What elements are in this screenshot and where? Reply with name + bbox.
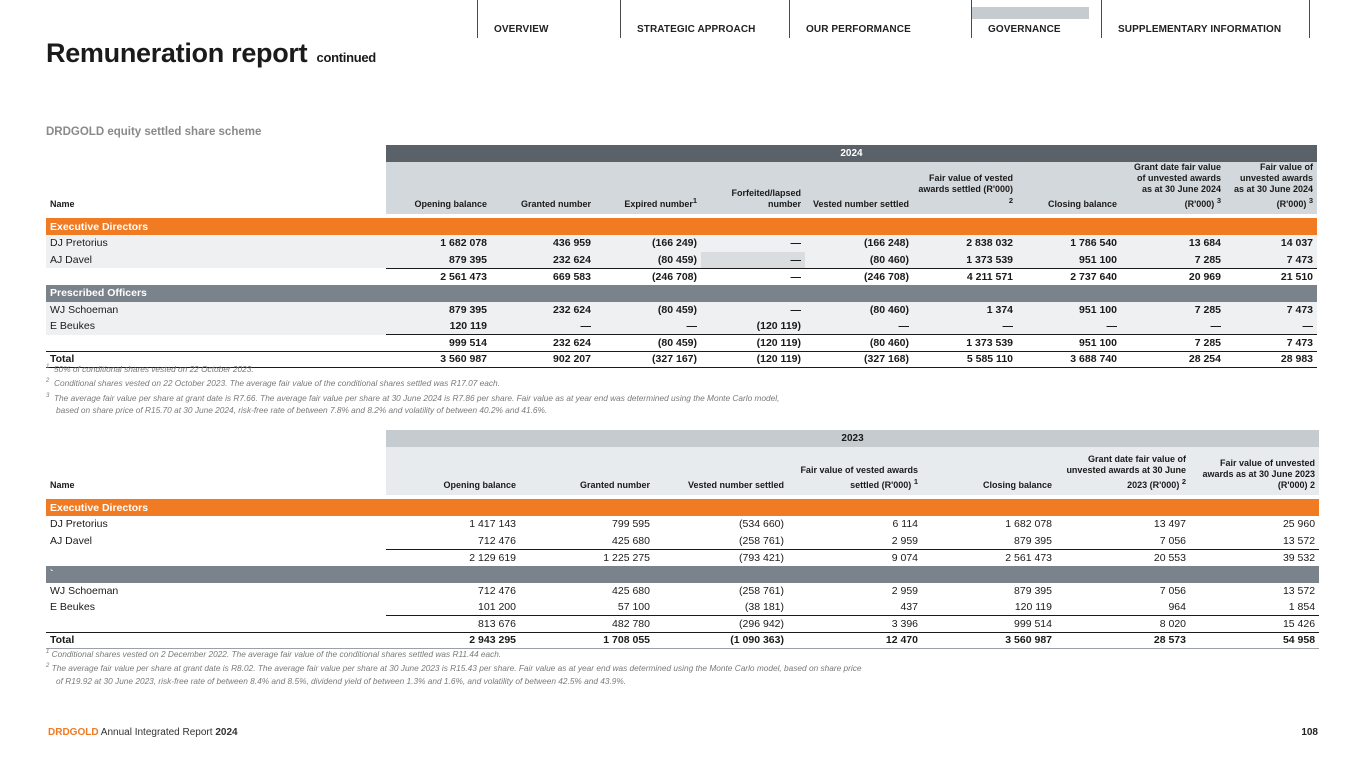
table-row: E Beukes 120 119 — — (120 119) — — — — — (46, 318, 1317, 335)
column-header-row (46, 447, 1319, 495)
footnotes-2023 (46, 646, 1046, 687)
header-opening-balance: Opening balance (386, 447, 520, 495)
table-row: AJ Davel 879 395 232 624 (80 459) — (80 460) 1 373 539 951 100 7 285 7 473 (46, 252, 1317, 269)
header-opening-balance: Opening balance (386, 162, 491, 214)
subtotal-row: 999 514 232 624 (80 459) (120 119) (80 460) 1 373 539 951 100 7 285 7 473 (46, 335, 1317, 352)
total-row: Total 3 560 987 902 207 (327 167) (120 119) (327 168) 5 585 110 3 688 740 28 254 28 983 (46, 351, 1317, 368)
group-band-prescribed-officers: Prescribed Officers (46, 285, 1317, 302)
header-name: Name (46, 162, 386, 214)
table-row: DJ Pretorius 1 417 143 799 595 (534 660) 6 114 1 682 078 13 497 25 960 (50, 518, 1316, 531)
footer-report-name (48, 727, 238, 738)
page-title: Remuneration report continued (46, 38, 376, 68)
footnote: $^1$ 50% of conditional shares vested on 22 October 2023. (46, 363, 254, 374)
top-navigation (477, 0, 1310, 38)
footer-report: Annual Integrated Report (100, 727, 213, 738)
subtotal-row: 813 676 482 780 (296 942) 3 396 999 514 8 020 15 426 (46, 616, 1319, 633)
header-vested-number: Vested number settled (654, 447, 788, 495)
footnote: $^1$ Conditional shares vested on 2 December 2022. The average fair value of the conditional shares settled was R11.44 each. (46, 648, 502, 659)
subtotal-row: 2 129 619 1 225 275 (793 421) 9 074 2 561 473 20 553 39 532 (46, 549, 1319, 566)
year-header-row (46, 145, 1317, 162)
nav-item-overview[interactable]: OVERVIEW (477, 0, 620, 38)
year-label: 2023 (386, 430, 1319, 447)
group-band-prescribed-officers: ` (46, 566, 1319, 583)
table-row: E Beukes 101 200 57 100 (38 181) 437 120 119 964 1 854 (50, 601, 1316, 614)
page-number: 108 (1301, 727, 1318, 738)
header-granted-number: Granted number (491, 162, 595, 214)
group-band-executive-directors: Executive Directors (46, 218, 1317, 235)
nav-item-our-performance[interactable]: OUR PERFORMANCE (789, 0, 971, 38)
table-row: WJ Schoeman 712 476 425 680 (258 761) 2 959 879 395 7 056 13 572 (50, 584, 1316, 597)
total-row: Total 2 943 295 1 708 055 (1 090 363) 12 470 3 560 987 28 573 54 958 (46, 632, 1319, 649)
header-fair-value-unvested: Fair value of unvested awards as at 30 June 2024 (R'000) $^3$ (1225, 162, 1317, 214)
header-closing-balance: Closing balance (1017, 162, 1121, 214)
nav-item-supplementary-information[interactable]: SUPPLEMENTARY INFORMATION (1101, 0, 1310, 38)
table-row: AJ Davel 712 476 425 680 (258 761) 2 959 879 395 7 056 13 572 (50, 534, 1316, 547)
nav-item-strategic-approach[interactable]: STRATEGIC APPROACH (620, 0, 789, 38)
header-fair-value-vested: Fair value of vested awards settled (R'000) $^1$ (788, 447, 922, 495)
footer-year: 2024 (215, 727, 238, 738)
footnote-continuation: of R19.92 at 30 June 2023, risk-free rate of between 8.4% and 8.5%, dividend yield of between 1.3% and 1.6%, and volatility of between 42.5% and 43.9%. (56, 675, 627, 686)
active-indicator (972, 7, 1089, 19)
header-closing-balance: Closing balance (922, 447, 1056, 495)
table-row: WJ Schoeman 879 395 232 624 (80 459) — (80 460) 1 374 951 100 7 285 7 473 (46, 302, 1317, 319)
nav-item-governance[interactable]: GOVERNANCE (971, 0, 1101, 38)
title-suffix: continued (316, 50, 376, 65)
footnotes-2024 (46, 361, 946, 416)
column-header-row (46, 162, 1317, 214)
footer-brand: DRDGOLD (48, 727, 99, 738)
year-label: 2024 (386, 145, 1317, 162)
header-granted-number: Granted number (520, 447, 654, 495)
table-row: DJ Pretorius 1 682 078 436 959 (166 249) — (166 248) 2 838 032 1 786 540 13 684 14 037 (46, 235, 1317, 252)
footnote: $^2$ The average fair value per share at grant date is R8.02. The average fair value per share at 30 June 2023 is R15.43 per share. Fair value as at year end was determined using the Monte Carlo model, based on share price (46, 663, 862, 674)
header-name: Name (46, 447, 386, 495)
header-grant-date-fair-value: Grant date fair value of unvested awards at 30 June 2023 (R'000) $^2$ (1056, 447, 1190, 495)
table-2024 (46, 145, 1317, 368)
group-band-executive-directors: Executive Directors (46, 499, 1319, 516)
header-fair-value-vested: Fair value of vested awards settled (R'000) $^2$ (913, 162, 1017, 214)
footnote: $^2$ Conditional shares vested on 22 October 2023. The average fair value of the conditional shares settled was R17.07 each. (46, 378, 500, 389)
year-header-row (46, 430, 1319, 447)
header-expired-number: Expired number$^1$ (595, 162, 701, 214)
subtotal-row: 2 561 473 669 583 (246 708) — (246 708) 4 211 571 2 737 640 20 969 21 510 (46, 268, 1317, 285)
section-title: DRDGOLD equity settled share scheme (46, 126, 262, 138)
header-vested-number: Vested number settled (805, 162, 913, 214)
footnote-continuation: based on share price of R15.70 at 30 June 2024, risk-free rate of between 7.8% and 8.2% and volatility of between 40.2% and 41.6%. (56, 404, 548, 415)
table-2023 (46, 430, 1319, 649)
header-fair-value-unvested: Fair value of unvested awards as at 30 June 2023 (R'000) 2 (1190, 447, 1319, 495)
footnote: $^3$ The average fair value per share at grant date is R7.66. The average fair value per share at 30 June 2024 is R7.86 per share. Fair value as at year end was determined using the Monte Carlo model, (46, 392, 780, 403)
header-grant-date-fair-value: Grant date fair value of unvested awards as at 30 June 2024 (R'000) $^3$ (1121, 162, 1225, 214)
header-forfeited-number: Forfeited/lapsed number (701, 162, 805, 214)
